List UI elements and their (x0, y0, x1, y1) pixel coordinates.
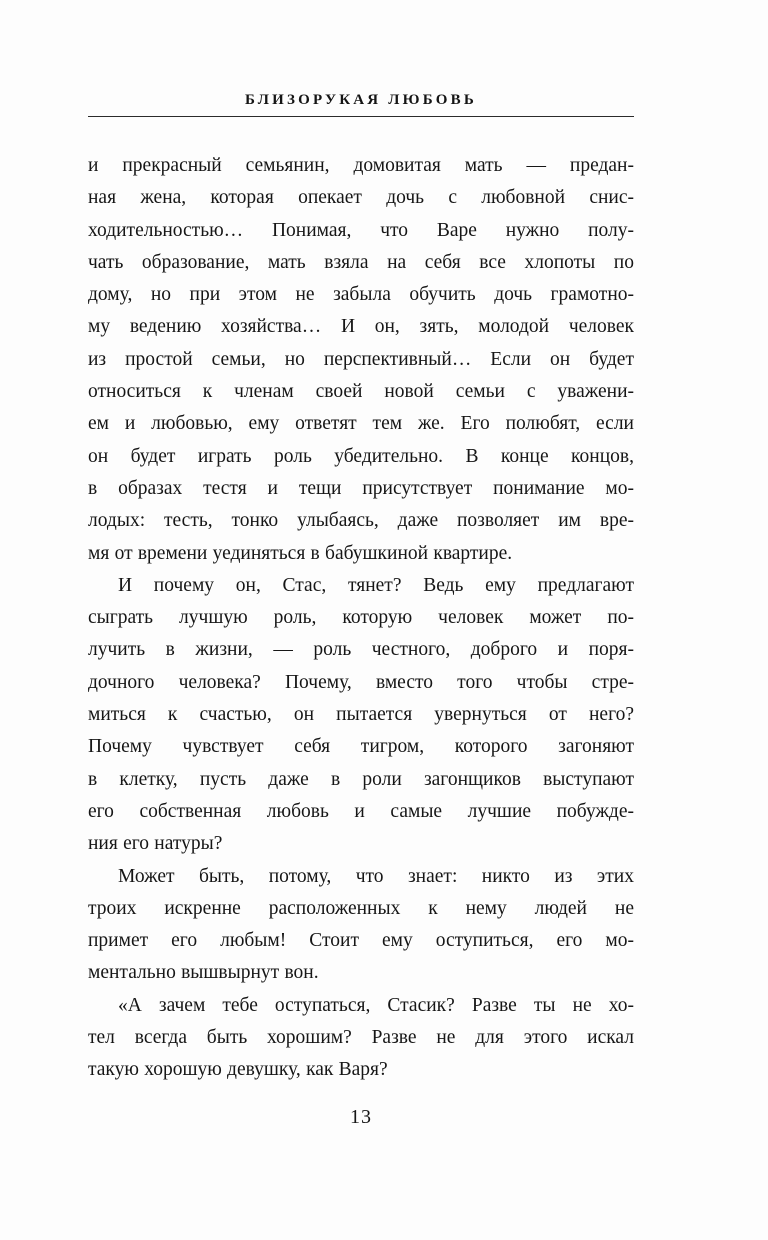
body-text (88, 150, 634, 1087)
text-line: ментально вышвырнут вон. (88, 962, 319, 984)
paragraph (88, 150, 634, 570)
text-line: он будет играть роль убедительно. В конце концов, (88, 445, 634, 467)
paragraph (88, 570, 634, 861)
text-line: мя от времени уединяться в бабушкиной квартире. (88, 542, 513, 564)
text-line: ния его натуры? (88, 833, 223, 855)
text-line: лучить в жизни, — роль честного, доброго и поря- (88, 639, 634, 661)
text-line: дому, но при этом не забыла обучить дочь грамотно- (88, 284, 634, 306)
text-line: миться к счастью, он пытается увернуться от него? (88, 704, 634, 726)
page-number: 13 (350, 1106, 372, 1128)
text-line: тел всегда быть хорошим? Разве не для этого искал (88, 1027, 634, 1049)
paragraph (88, 990, 634, 1087)
text-line: из простой семьи, но перспективный… Если он будет (88, 348, 634, 370)
text-line: Почему чувствует себя тигром, которого загоняют (88, 736, 634, 758)
text-line: лодых: тесть, тонко улыбаясь, даже позволяет им вре- (88, 510, 634, 532)
text-line: в образах тестя и тещи присутствует понимание мо- (88, 477, 634, 499)
text-line: му ведению хозяйства… И он, зять, молодой человек (88, 316, 634, 338)
text-line: такую хорошую девушку, как Варя? (88, 1059, 388, 1081)
text-line: дочного человека? Почему, вместо того чтобы стре- (88, 671, 634, 693)
text-line: И почему он, Стас, тянет? Ведь ему предлагают (118, 574, 634, 596)
chapter-title: БЛИЗОРУКАЯ ЛЮБОВЬ (245, 92, 477, 108)
text-line: относиться к членам своей новой семьи с уважени- (88, 381, 634, 403)
text-line: и прекрасный семьянин, домовитая мать — предан- (88, 155, 634, 176)
text-line: ная жена, которая опекает дочь с любовной снис- (88, 187, 634, 209)
text-line: ем и любовью, ему ответят тем же. Его полюбят, если (88, 413, 634, 435)
text-line: примет его любым! Стоит ему оступиться, его мо- (88, 930, 634, 952)
running-header (88, 92, 634, 117)
page-footer (88, 1106, 634, 1129)
text-line: ходительностью… Понимая, что Варе нужно полу- (88, 219, 634, 241)
paragraph (88, 861, 634, 990)
text-line: его собственная любовь и самые лучшие побужде- (88, 800, 634, 822)
header-divider (88, 116, 634, 117)
text-line: троих искренне расположенных к нему людей не (88, 897, 634, 919)
text-line: «А зачем тебе оступаться, Стасик? Разве ты не хо- (118, 994, 634, 1016)
text-line: чать образование, мать взяла на себя все хлопоты по (88, 251, 634, 273)
text-line: сыграть лучшую роль, которую человек может по- (88, 607, 634, 629)
text-line: в клетку, пусть даже в роли загонщиков выступают (88, 768, 634, 790)
text-line: Может быть, потому, что знает: никто из этих (118, 865, 634, 887)
